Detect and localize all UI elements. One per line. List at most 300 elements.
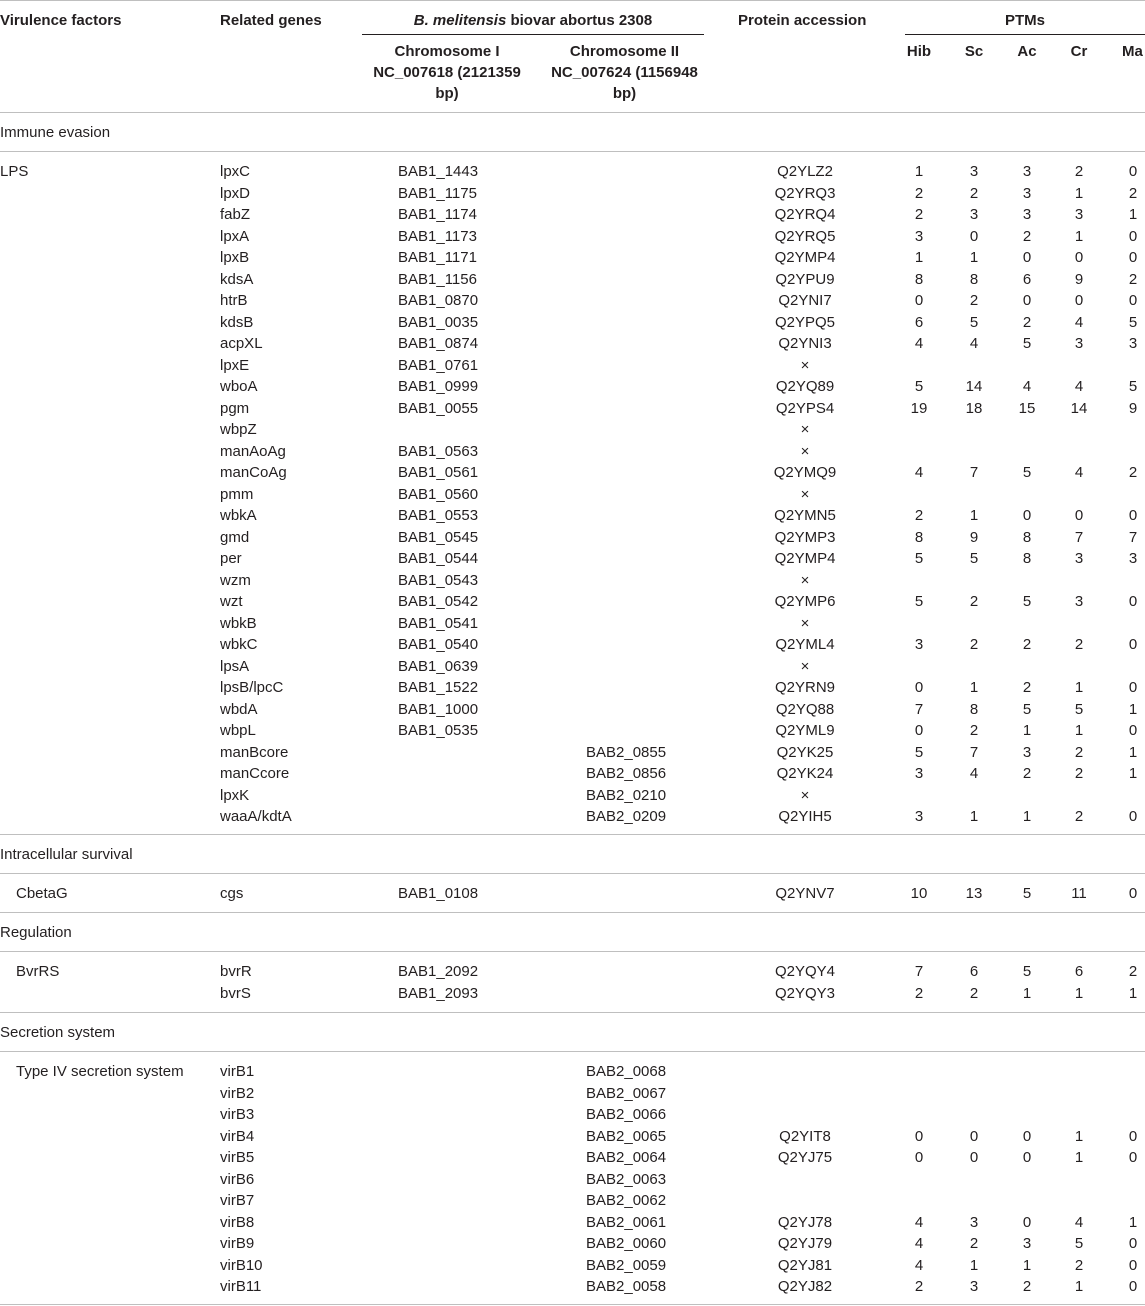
virulence-factor: CbetaG — [16, 885, 68, 902]
table-row — [0, 161, 1145, 183]
ptm-count: 13 — [965, 885, 983, 902]
ptm-count: 3 — [1022, 1235, 1032, 1252]
chr1-line-1: Chromosome I — [394, 43, 500, 60]
gene-cell: bvrR — [220, 963, 252, 980]
ptm-count: 3 — [1074, 593, 1084, 610]
table-row — [0, 1169, 1145, 1191]
ptm-count: 1 — [1074, 1127, 1084, 1145]
ptm-count: 2 — [914, 1278, 924, 1295]
ptm-count: 5 — [1074, 1235, 1084, 1252]
chromosome-1-locus: BAB1_0540 — [398, 636, 479, 653]
gene-cell: fabZ — [220, 206, 251, 223]
gene-cell: virB7 — [220, 1192, 255, 1209]
ptm-count: 1 — [1128, 1213, 1138, 1231]
protein-accession: Q2YPQ5 — [774, 313, 836, 331]
ptm-count: 2 — [1022, 765, 1032, 782]
top-rule — [0, 0, 1145, 1]
ptm-count: 3 — [1128, 335, 1138, 352]
ptm-count: 2 — [1022, 227, 1032, 245]
gene-cell: wbkC — [220, 636, 258, 653]
ptm-count: 5 — [1022, 700, 1032, 718]
ptm-count: 1 — [1074, 722, 1084, 739]
gene-cell: virB5 — [220, 1149, 255, 1166]
chromosome-1-locus: BAB1_1174 — [398, 206, 477, 223]
gene-cell: lpxA — [220, 227, 250, 245]
chromosome-2-locus: BAB2_0062 — [586, 1192, 667, 1209]
ptm-count: 1 — [1128, 743, 1138, 761]
chromosome-1-locus: BAB1_0563 — [398, 442, 479, 460]
gene-cell: virB9 — [220, 1235, 255, 1252]
ptm-count: 1 — [1074, 679, 1084, 696]
ptm-count: 0 — [1128, 1235, 1138, 1252]
ptm-count: 3 — [1022, 163, 1032, 180]
ptm-count: 2 — [914, 507, 924, 524]
gene-cell: bvrS — [220, 984, 251, 1002]
chromosome-1-locus: BAB1_0535 — [398, 722, 479, 739]
ptm-count: 5 — [1022, 464, 1032, 481]
chromosome-1-locus: BAB1_0874 — [398, 335, 479, 352]
table-row — [0, 1276, 1145, 1298]
ptm-count: 2 — [969, 984, 979, 1002]
ptm-count: 8 — [914, 270, 924, 288]
gene-cell: cgs — [220, 885, 244, 902]
chromosome-2-locus: BAB2_0209 — [586, 808, 667, 825]
ptm-count: 3 — [914, 808, 924, 825]
table-row — [0, 441, 1145, 463]
protein-accession: × — [800, 657, 810, 675]
table-row — [0, 1147, 1145, 1169]
chromosome-1-locus: BAB1_0553 — [398, 507, 479, 524]
table-row — [0, 1104, 1145, 1126]
ptm-count: 14 — [965, 378, 983, 395]
protein-accession: Q2YQY4 — [774, 963, 836, 980]
protein-accession: Q2YNI3 — [778, 335, 832, 352]
header-protein-accession: Protein accession — [738, 12, 867, 29]
table-row — [0, 527, 1145, 549]
table-row — [0, 1126, 1145, 1148]
gene-cell: lpxD — [220, 184, 251, 202]
ptm-count: 4 — [914, 335, 924, 352]
chromosome-2-locus: BAB2_0067 — [586, 1084, 667, 1102]
ptm-count: 3 — [1022, 206, 1032, 223]
strain-underline — [362, 34, 704, 35]
ptm-count: 0 — [1128, 1149, 1138, 1166]
ptm-count: 3 — [969, 163, 979, 180]
chromosome-1-locus: BAB1_1156 — [398, 270, 477, 288]
chromosome-1-locus: BAB1_1522 — [398, 679, 479, 696]
table-row — [0, 720, 1145, 742]
table-row — [0, 505, 1145, 527]
gene-cell: virB3 — [220, 1106, 255, 1123]
ptm-count: 0 — [914, 1149, 924, 1166]
ptm-count: 8 — [914, 528, 924, 546]
protein-accession: Q2YML4 — [775, 636, 835, 653]
ptm-col-ma: Ma — [1122, 43, 1143, 60]
ptm-count: 2 — [914, 206, 924, 223]
chromosome-1-locus: BAB1_1171 — [398, 249, 477, 266]
chromosome-2-locus: BAB2_0065 — [586, 1127, 667, 1145]
protein-accession: Q2YRQ3 — [774, 184, 836, 202]
table-row — [0, 333, 1145, 355]
chr1-line-2: NC_007618 (2121359 — [373, 64, 521, 81]
section-rule — [0, 873, 1145, 874]
protein-accession: Q2YMQ9 — [773, 464, 837, 481]
protein-accession: × — [800, 786, 810, 804]
ptm-count: 5 — [914, 593, 924, 610]
ptm-count: 0 — [914, 679, 924, 696]
table-row — [0, 548, 1145, 570]
header-virulence-factors: Virulence factors — [0, 12, 122, 29]
chr2-line-1: Chromosome II — [569, 43, 680, 60]
gene-cell: virB11 — [220, 1278, 262, 1295]
section-title: Regulation — [0, 924, 72, 941]
protein-accession: Q2YK25 — [776, 743, 834, 761]
gene-cell: pmm — [220, 485, 254, 503]
ptm-count: 2 — [1128, 464, 1138, 481]
chromosome-1-locus: BAB1_2093 — [398, 984, 479, 1002]
table-row — [0, 376, 1145, 398]
ptm-count: 6 — [969, 963, 979, 980]
table-row — [0, 742, 1145, 764]
ptm-count: 3 — [969, 1278, 979, 1295]
chromosome-2-locus: BAB2_0066 — [586, 1106, 667, 1123]
chromosome-1-locus: BAB1_0055 — [398, 399, 479, 417]
ptm-count: 0 — [1022, 507, 1032, 524]
table-row — [0, 634, 1145, 656]
ptm-count: 2 — [1128, 270, 1138, 288]
section-title: Immune evasion — [0, 124, 111, 141]
table-row — [0, 419, 1145, 441]
section-bottom-rule — [0, 912, 1145, 913]
ptm-count: 15 — [1018, 399, 1036, 417]
ptm-count: 0 — [914, 1127, 924, 1145]
protein-accession: × — [800, 485, 810, 503]
gene-cell: per — [220, 550, 242, 567]
protein-accession: × — [800, 614, 810, 632]
chromosome-1-locus: BAB1_0542 — [398, 593, 479, 610]
section-rule — [0, 951, 1145, 952]
ptm-count: 0 — [1022, 249, 1032, 266]
header-chromosome-2 — [542, 41, 707, 104]
ptm-count: 1 — [1128, 206, 1138, 223]
table-row — [0, 1083, 1145, 1105]
protein-accession: Q2YLZ2 — [777, 163, 833, 180]
chromosome-1-locus: BAB1_2092 — [398, 963, 479, 980]
protein-accession: Q2YQY3 — [774, 984, 836, 1002]
protein-accession: Q2YPS4 — [775, 399, 835, 417]
ptm-count: 1 — [1022, 808, 1032, 825]
ptms-underline — [905, 34, 1145, 35]
gene-cell: wbkB — [220, 614, 257, 632]
table-row — [0, 1255, 1145, 1277]
ptm-count: 5 — [1022, 335, 1032, 352]
table-row — [0, 1190, 1145, 1212]
gene-cell: lpsA — [220, 657, 250, 675]
ptm-count: 1 — [1128, 984, 1138, 1002]
ptm-count: 0 — [1128, 249, 1138, 266]
header-strain — [362, 10, 704, 31]
gene-cell: wbdA — [220, 700, 258, 718]
protein-accession: Q2YJ78 — [777, 1213, 833, 1231]
chromosome-1-locus: BAB1_0639 — [398, 657, 479, 675]
ptm-col-sc: Sc — [964, 43, 984, 60]
table-row — [0, 591, 1145, 613]
gene-cell: acpXL — [220, 335, 263, 352]
chromosome-2-locus: BAB2_0059 — [586, 1256, 667, 1274]
ptm-count: 0 — [1022, 1213, 1032, 1231]
ptm-count: 2 — [914, 184, 924, 202]
ptm-count: 3 — [1074, 550, 1084, 567]
protein-accession: Q2YQ88 — [775, 700, 835, 718]
gene-cell: wbkA — [220, 507, 257, 524]
gene-cell: virB8 — [220, 1213, 255, 1231]
protein-accession: Q2YJ81 — [777, 1256, 833, 1274]
table-row — [0, 656, 1145, 678]
ptm-count: 18 — [965, 399, 983, 417]
ptm-count: 5 — [1022, 885, 1032, 902]
ptm-count: 2 — [1074, 163, 1084, 180]
ptm-count: 1 — [1022, 722, 1032, 739]
gene-cell: lpxB — [220, 249, 250, 266]
ptm-count: 9 — [969, 528, 979, 546]
ptm-count: 0 — [1022, 292, 1032, 309]
ptm-count: 0 — [1022, 1149, 1032, 1166]
ptm-count: 7 — [914, 963, 924, 980]
protein-accession: Q2YRN9 — [774, 679, 836, 696]
gene-cell: wbpL — [220, 722, 256, 739]
strain-species: B. melitensis — [413, 12, 507, 29]
ptm-count: 2 — [1128, 184, 1138, 202]
ptm-count: 9 — [1074, 270, 1084, 288]
table-row — [0, 883, 1145, 905]
protein-accession: Q2YJ75 — [777, 1149, 833, 1166]
ptm-count: 5 — [969, 550, 979, 567]
chromosome-1-locus: BAB1_0999 — [398, 378, 479, 395]
gene-cell: virB10 — [220, 1256, 263, 1274]
ptm-count: 1 — [1074, 984, 1084, 1002]
table-row — [0, 677, 1145, 699]
ptm-count: 3 — [969, 1213, 979, 1231]
table-row — [0, 355, 1145, 377]
chromosome-1-locus: BAB1_1175 — [398, 184, 477, 202]
ptm-count: 0 — [1128, 227, 1138, 245]
gene-cell: virB6 — [220, 1170, 255, 1188]
ptm-count: 4 — [1074, 378, 1084, 395]
ptm-count: 1 — [969, 249, 979, 266]
protein-accession: Q2YIT8 — [779, 1127, 831, 1145]
chromosome-2-locus: BAB2_0210 — [586, 786, 667, 804]
chromosome-1-locus: BAB1_0560 — [398, 485, 479, 503]
chromosome-2-locus: BAB2_0061 — [586, 1213, 667, 1231]
ptm-count: 2 — [1074, 743, 1084, 761]
ptm-count: 7 — [1074, 528, 1084, 546]
table-row — [0, 1061, 1145, 1083]
ptm-count: 3 — [1074, 206, 1084, 223]
chromosome-1-locus: BAB1_0545 — [398, 528, 479, 546]
protein-accession: × — [800, 421, 810, 438]
ptm-col-cr: Cr — [1070, 43, 1088, 60]
gene-cell: virB4 — [220, 1127, 255, 1145]
gene-cell: lpxC — [220, 163, 251, 180]
chromosome-1-locus: BAB1_0561 — [398, 464, 479, 481]
section-rule — [0, 151, 1145, 152]
ptm-count: 2 — [1022, 1278, 1032, 1295]
ptm-count: 1 — [1074, 184, 1084, 202]
ptm-count: 3 — [1074, 335, 1084, 352]
gene-cell: kdsB — [220, 313, 254, 331]
gene-cell: manAoAg — [220, 442, 286, 460]
ptm-count: 2 — [969, 593, 979, 610]
ptm-count: 3 — [1022, 184, 1032, 202]
table-row — [0, 204, 1145, 226]
ptm-col-ac: Ac — [1017, 43, 1037, 60]
gene-cell: manBcore — [220, 743, 289, 761]
table-row — [0, 398, 1145, 420]
virulence-factor: Type IV secretion system — [16, 1063, 184, 1080]
protein-accession: × — [800, 442, 810, 460]
strain-biovar: biovar abortus 2308 — [506, 12, 653, 29]
protein-accession: Q2YPU9 — [775, 270, 835, 288]
ptm-count: 10 — [910, 885, 928, 902]
gene-cell: pgm — [220, 399, 250, 417]
ptm-count: 4 — [914, 464, 924, 481]
ptm-count: 6 — [1022, 270, 1032, 288]
protein-accession: Q2YNV7 — [775, 885, 835, 902]
table-row — [0, 183, 1145, 205]
gene-cell: virB1 — [220, 1063, 255, 1080]
ptm-count: 19 — [910, 399, 928, 417]
ptm-count: 5 — [1128, 313, 1138, 331]
ptm-count: 4 — [969, 335, 979, 352]
ptm-count: 7 — [914, 700, 924, 718]
ptm-count: 5 — [914, 550, 924, 567]
protein-accession: Q2YJ79 — [777, 1235, 833, 1252]
ptm-count: 5 — [914, 743, 924, 761]
ptm-count: 2 — [1074, 765, 1084, 782]
ptm-count: 1 — [969, 679, 979, 696]
ptm-count: 8 — [1022, 528, 1032, 546]
ptm-count: 2 — [1074, 636, 1084, 653]
table-row — [0, 613, 1145, 635]
protein-accession: Q2YMP4 — [774, 550, 836, 567]
ptm-count: 0 — [1074, 507, 1084, 524]
ptm-count: 0 — [1128, 679, 1138, 696]
table-row — [0, 961, 1145, 983]
section-bottom-rule — [0, 834, 1145, 835]
ptm-count: 4 — [969, 765, 979, 782]
ptm-count: 3 — [914, 227, 924, 245]
ptm-count: 0 — [914, 292, 924, 309]
ptm-count: 11 — [1071, 885, 1087, 902]
chromosome-2-locus: BAB2_0064 — [586, 1149, 667, 1166]
header-chromosome-1 — [362, 41, 532, 104]
gene-cell: wboA — [220, 378, 258, 395]
protein-accession: Q2YQ89 — [775, 378, 835, 395]
ptm-count: 7 — [969, 743, 979, 761]
gene-cell: lpxK — [220, 786, 250, 804]
protein-accession: Q2YMP6 — [774, 593, 836, 610]
protein-accession: Q2YNI7 — [778, 292, 832, 309]
protein-accession: Q2YML9 — [775, 722, 835, 739]
ptm-count: 2 — [914, 984, 924, 1002]
gene-cell: lpsB/lpcC — [220, 679, 284, 696]
section-title: Intracellular survival — [0, 846, 133, 863]
chromosome-2-locus: BAB2_0068 — [586, 1063, 667, 1080]
ptm-count: 0 — [1128, 292, 1138, 309]
table-row — [0, 785, 1145, 807]
ptm-count: 0 — [1128, 808, 1138, 825]
chromosome-1-locus: BAB1_0761 — [398, 356, 479, 374]
ptm-count: 0 — [1128, 593, 1138, 610]
ptm-count: 1 — [969, 507, 979, 524]
protein-accession: Q2YMP3 — [774, 528, 836, 546]
chromosome-1-locus: BAB1_1000 — [398, 700, 479, 718]
chromosome-2-locus: BAB2_0855 — [586, 743, 667, 761]
ptm-count: 4 — [914, 1213, 924, 1231]
ptm-count: 8 — [969, 700, 979, 718]
protein-accession: Q2YMP4 — [774, 249, 836, 266]
ptm-count: 4 — [1074, 464, 1084, 481]
ptm-count: 0 — [969, 1127, 979, 1145]
chromosome-1-locus: BAB1_0108 — [398, 885, 479, 902]
protein-accession: Q2YMN5 — [774, 507, 836, 524]
ptm-count: 1 — [914, 163, 924, 180]
gene-cell: manCoAg — [220, 464, 287, 481]
ptm-count: 2 — [969, 1235, 979, 1252]
header-related-genes: Related genes — [220, 12, 322, 29]
protein-accession: × — [800, 571, 810, 589]
table-row — [0, 1212, 1145, 1234]
ptm-count: 1 — [1074, 1149, 1084, 1166]
ptm-count: 2 — [1022, 679, 1032, 696]
ptm-col-hib: Hib — [906, 43, 932, 60]
ptm-count: 0 — [1128, 885, 1138, 902]
table-row — [0, 269, 1145, 291]
table-row — [0, 484, 1145, 506]
ptm-count: 1 — [1022, 984, 1032, 1002]
ptm-count: 1 — [1022, 1256, 1032, 1274]
ptm-count: 14 — [1070, 399, 1088, 417]
gene-cell: kdsA — [220, 270, 254, 288]
gene-cell: lpxE — [220, 356, 250, 374]
gene-cell: manCcore — [220, 765, 290, 782]
ptm-count: 1 — [1128, 700, 1138, 718]
chromosome-1-locus: BAB1_0543 — [398, 571, 479, 589]
section-title: Secretion system — [0, 1024, 116, 1041]
ptm-count: 2 — [969, 636, 979, 653]
ptm-count: 0 — [1128, 722, 1138, 739]
table-row — [0, 290, 1145, 312]
protein-accession: Q2YJ82 — [777, 1278, 833, 1295]
protein-accession: Q2YRQ4 — [774, 206, 836, 223]
ptm-count: 6 — [1074, 963, 1084, 980]
ptm-count: 3 — [969, 206, 979, 223]
ptm-count: 5 — [1022, 593, 1032, 610]
ptm-count: 0 — [1128, 163, 1138, 180]
table-row — [0, 699, 1145, 721]
ptm-count: 1 — [969, 808, 979, 825]
chr1-line-3: bp) — [435, 85, 459, 102]
gene-cell: htrB — [220, 292, 248, 309]
chromosome-1-locus: BAB1_0541 — [398, 614, 479, 632]
ptm-count: 0 — [969, 227, 979, 245]
protein-accession: × — [800, 356, 810, 374]
ptm-count: 3 — [1022, 743, 1032, 761]
table-row — [0, 806, 1145, 828]
ptm-count: 1 — [914, 249, 924, 266]
ptm-count: 5 — [1022, 963, 1032, 980]
chromosome-1-locus: BAB1_0870 — [398, 292, 479, 309]
